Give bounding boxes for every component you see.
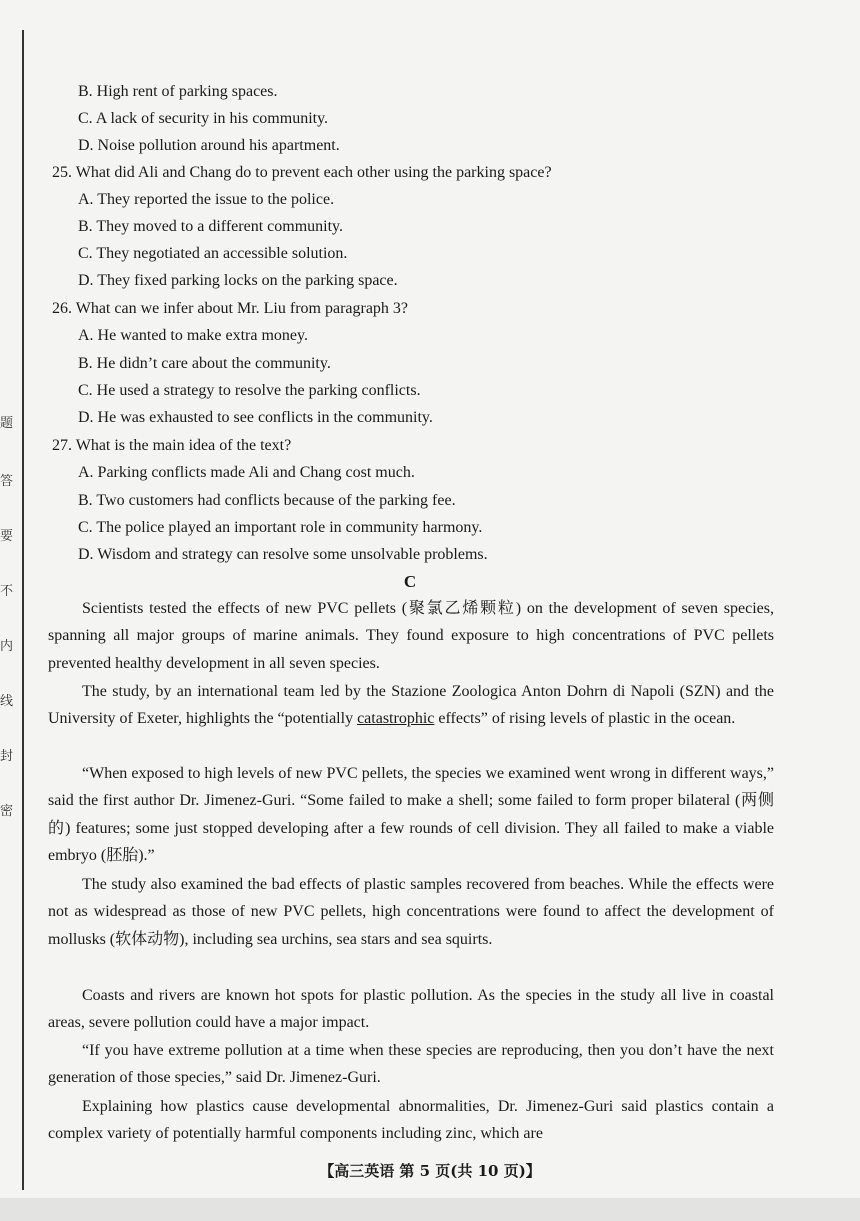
- q27-option-a: A. Parking conflicts made Ali and Chang cost much.: [78, 464, 415, 481]
- paragraph-2-text: The study, by an international team led by the Stazione Zoologica Anton Dohrn di Napoli (SZN) and the University of Exeter, highlights the “potentially: [48, 683, 774, 728]
- side-char: 密: [0, 804, 14, 819]
- paragraph-2: [48, 678, 774, 733]
- side-char: 不: [0, 584, 14, 599]
- side-char: 内: [0, 639, 14, 654]
- q26-option-c: C. He used a strategy to resolve the parking conflicts.: [78, 382, 421, 399]
- paragraph-5: Coasts and rivers are known hot spots for plastic pollution. As the species in the study all live in coastal areas, severe pollution could have a major impact.: [48, 987, 774, 1032]
- paragraph-4: The study also examined the bad effects of plastic samples recovered from beaches. While the effects were not as widespread as those of new PVC pellets, high concentrations were found to affect the development of mollusks (软体动物), including sea urchins, sea stars and sea squirts.: [48, 876, 774, 948]
- q25-stem: 25. What did Ali and Chang do to prevent each other using the parking space?: [52, 164, 552, 181]
- q26-option-d: D. He was exhausted to see conflicts in the community.: [78, 409, 433, 426]
- side-char: 答: [0, 474, 14, 489]
- paragraph-1: Scientists tested the effects of new PVC pellets (聚氯乙烯颗粒) on the development of seven species, spanning all major groups of marine animals. They found exposure to high concentrations of PVC pellets prevented healthy development in all seven species.: [48, 600, 774, 672]
- paragraph-7: Explaining how plastics cause developmental abnormalities, Dr. Jimenez-Guri said plastics contain a complex variety of potentially harmful components including zinc, which are: [48, 1098, 774, 1143]
- paragraph-6: “If you have extreme pollution at a time when these species are reproducing, then you don’t have the next generation of those species,” said Dr. Jimenez-Guri.: [48, 1042, 774, 1087]
- section-heading: C: [403, 572, 417, 591]
- scan-bottom-edge: [0, 1198, 860, 1221]
- side-char: 题: [0, 416, 14, 431]
- side-char: 线: [0, 694, 14, 709]
- paragraph-2-text-end: effects” of rising levels of plastic in the ocean.: [434, 710, 736, 728]
- q26-option-b: B. He didn’t care about the community.: [78, 355, 331, 372]
- q25-option-d: D. They fixed parking locks on the parking space.: [78, 272, 398, 289]
- q25-option-a: A. They reported the issue to the police.: [78, 191, 335, 208]
- q27-stem: 27. What is the main idea of the text?: [52, 437, 292, 454]
- q27-option-c: C. The police played an important role in community harmony.: [78, 519, 483, 536]
- side-char: 封: [0, 749, 14, 764]
- q24-option-c: C. A lack of security in his community.: [78, 110, 329, 127]
- q24-option-d: D. Noise pollution around his apartment.: [78, 137, 340, 154]
- q26-stem: 26. What can we infer about Mr. Liu from paragraph 3?: [52, 300, 409, 317]
- side-char: 要: [0, 529, 14, 544]
- page-footer: 【高三英语 第 5 页(共 10 页)】: [319, 1162, 541, 1180]
- q27-option-d: D. Wisdom and strategy can resolve some unsolvable problems.: [78, 546, 488, 563]
- paragraph-3: “When exposed to high levels of new PVC pellets, the species we examined went wrong in different ways,” said the first author Dr. Jimenez-Guri. “Some failed to make a shell; some failed to form proper bilateral (两侧的) features; some just stopped developing after a few rounds of cell division. They all failed to make a viable embryo (胚胎).”: [48, 765, 774, 865]
- q24-option-b: B. High rent of parking spaces.: [78, 83, 278, 100]
- underlined-word: catastrophic: [357, 710, 435, 728]
- binding-line: [22, 30, 24, 1190]
- q25-option-b: B. They moved to a different community.: [78, 218, 343, 235]
- q25-option-c: C. They negotiated an accessible solution.: [78, 245, 348, 262]
- q27-option-b: B. Two customers had conflicts because of the parking fee.: [78, 492, 456, 509]
- q26-option-a: A. He wanted to make extra money.: [78, 327, 308, 344]
